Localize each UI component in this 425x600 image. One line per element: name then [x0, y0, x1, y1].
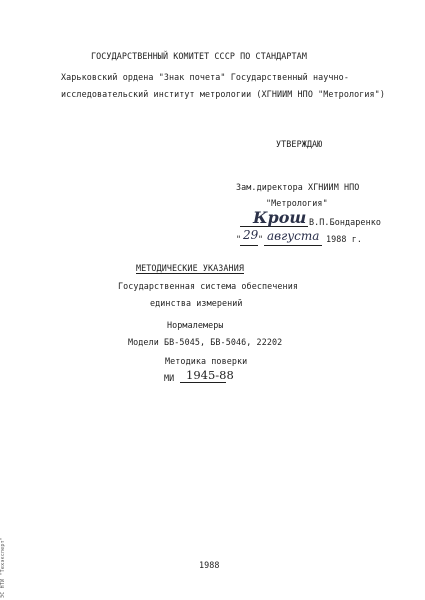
device-models: Модели БВ-5045, БВ-5046, 22202	[128, 337, 283, 347]
side-stamp: ЭС НТИ "Техэксперт"	[0, 537, 6, 598]
document-code-number: 1945-88	[186, 368, 234, 382]
document-type: МЕТОДИЧЕСКИЕ УКАЗАНИЯ	[136, 263, 244, 273]
date-day-underline	[240, 245, 258, 246]
institute-line-1: Харьковский ордена "Знак почета" Государственный научно-	[61, 72, 349, 82]
document-code-prefix: МИ	[164, 373, 175, 383]
approval-title: УТВЕРЖДАЮ	[276, 139, 323, 149]
footer-year: 1988	[199, 560, 220, 570]
date-year: 1988 г.	[326, 234, 362, 244]
subject-line-2: единства измерений	[150, 298, 243, 308]
approver-name: В.П.Бондаренко	[309, 217, 381, 227]
device-name: Нормалемеры	[167, 320, 224, 330]
handwritten-signature: Крош	[253, 208, 307, 227]
date-month-underline	[264, 245, 322, 246]
approval-position-line-2: "Метрология"	[266, 198, 328, 208]
date-day: 29	[243, 228, 259, 242]
subject-line-1: Государственная система обеспечения	[118, 281, 298, 291]
date-quote-close: "	[258, 234, 264, 244]
date-month: августа	[267, 229, 320, 243]
date-quote-open: "	[236, 234, 242, 244]
approval-position-line-1: Зам.директора ХГНИИМ НПО	[236, 182, 360, 192]
method-title: Методика поверки	[165, 356, 248, 366]
document-code-underline	[180, 382, 226, 383]
institute-line-2: исследовательский институт метрологии (ХГНИИМ НПО "Метрология")	[61, 89, 385, 99]
org-title: ГОСУДАРСТВЕННЫЙ КОМИТЕТ СССР ПО СТАНДАРТАМ	[91, 51, 307, 61]
